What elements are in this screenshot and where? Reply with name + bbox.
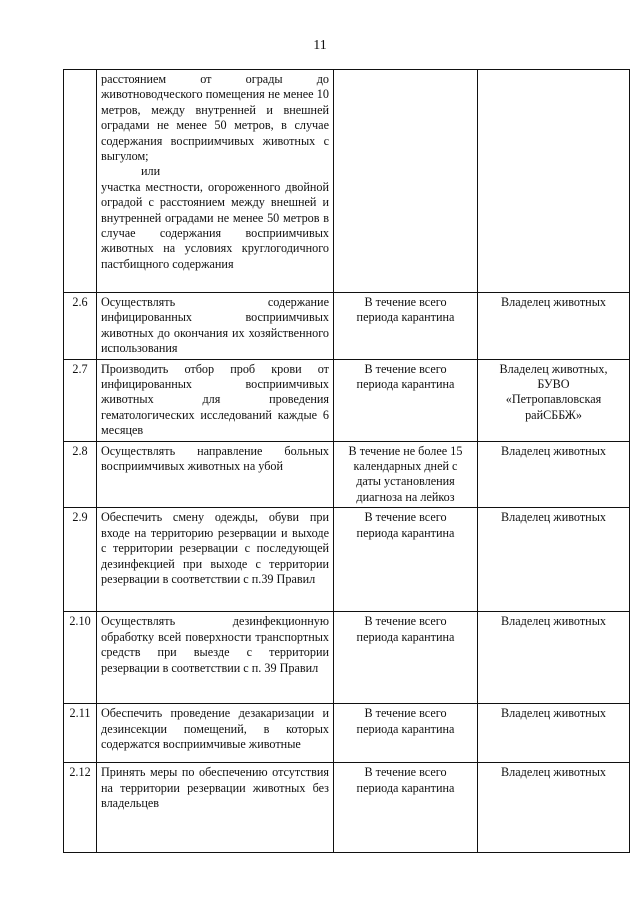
row-responsible bbox=[478, 293, 630, 360]
row-term bbox=[334, 612, 478, 704]
responsible-line: Владелец животных bbox=[501, 295, 606, 309]
term-line: В течение не более 15 bbox=[348, 443, 463, 458]
row-action: Осуществлять направление больных восприимчивых животных на убой bbox=[97, 441, 334, 508]
row-number: 2.10 bbox=[64, 612, 97, 704]
row-responsible bbox=[478, 704, 630, 763]
row-term bbox=[334, 359, 478, 441]
row-number: 2.8 bbox=[64, 441, 97, 508]
term-line: диагноза на лейкоз bbox=[356, 489, 455, 504]
term-line: периода карантина bbox=[356, 629, 455, 644]
term-line: В течение всего bbox=[364, 765, 447, 780]
term-line: периода карантина bbox=[356, 377, 455, 392]
term-line: периода карантина bbox=[356, 525, 455, 540]
row-action: Принять меры по обеспечению отсутствия на территории резервации животных без владельцев bbox=[97, 763, 334, 853]
term-cell bbox=[334, 70, 478, 293]
page-number: 11 bbox=[313, 38, 327, 53]
row-number: 2.6 bbox=[64, 293, 97, 360]
responsible-line: Владелец животных, bbox=[499, 361, 608, 376]
responsible-line: Владелец животных bbox=[501, 510, 606, 525]
term-line: В течение всего bbox=[364, 510, 447, 525]
row-number: 2.11 bbox=[64, 704, 97, 763]
row-term bbox=[334, 763, 478, 853]
table-row bbox=[64, 508, 630, 612]
table-row bbox=[64, 704, 630, 763]
term-line: даты установления bbox=[356, 474, 455, 489]
row-responsible bbox=[478, 359, 630, 441]
row-responsible bbox=[478, 612, 630, 704]
term-line: периода карантина bbox=[356, 780, 455, 795]
responsible-line: «Петропавловская bbox=[505, 392, 602, 407]
measures-table bbox=[63, 69, 630, 853]
row-term bbox=[334, 293, 478, 360]
term-line: В течение всего bbox=[364, 295, 447, 309]
row-responsible bbox=[478, 441, 630, 508]
continuation-text-part1: расстоянием от ограды до животноводческого помещения не менее 10 метров, между внутренней и внешней оградами не менее 50 метров, в случае содержания восприимчивых животных с выгулом; bbox=[101, 72, 329, 164]
row-action: Осуществлять дезинфекционную обработку всей поверхности транспортных средств при выезде с территории резервации в соответствии с п. 39 Правил bbox=[97, 612, 334, 704]
action-cell bbox=[97, 70, 334, 293]
continuation-or-word: или bbox=[141, 164, 161, 179]
row-responsible bbox=[478, 763, 630, 853]
responsible-line: Владелец животных bbox=[501, 765, 606, 780]
row-number: 2.7 bbox=[64, 359, 97, 441]
responsible-cell bbox=[478, 70, 630, 293]
table-row bbox=[64, 763, 630, 853]
table-row bbox=[64, 612, 630, 704]
continuation-text-part2: участка местности, огороженного двойной оградой с расстоянием между внешней и внутренней оградами не менее 50 метров в случае содержания восприимчивых животных на условиях круглогодичного пастбищного содержания bbox=[101, 179, 329, 271]
term-line: периода карантина bbox=[356, 310, 455, 325]
term-line: календарных дней с bbox=[353, 459, 458, 474]
row-action: Осуществлять содержание инфицированных восприимчивых животных до окончания их хозяйственного использования bbox=[97, 293, 334, 360]
row-number: 2.9 bbox=[64, 508, 97, 612]
table-row bbox=[64, 293, 630, 360]
responsible-line: Владелец животных bbox=[501, 706, 606, 721]
row-term bbox=[334, 704, 478, 763]
row-action: Обеспечить проведение дезакаризации и дезинсекции помещений, в которых содержатся восприимчивые животные bbox=[97, 704, 334, 763]
table-row-continuation bbox=[64, 70, 630, 293]
term-line: В течение всего bbox=[364, 361, 447, 376]
row-action: Обеспечить смену одежды, обуви при входе на территорию резервации и выходе с территории резервации с последующей дезинфекцией при выходе с территории резервации в соответствии с п.39 Правил bbox=[97, 508, 334, 612]
term-line: В течение всего bbox=[364, 614, 447, 629]
table-row bbox=[64, 359, 630, 441]
row-term bbox=[334, 441, 478, 508]
row-responsible bbox=[478, 508, 630, 612]
row-action: Производить отбор проб крови от инфицированных восприимчивых животных для проведения гематологических исследований каждые 6 месяцев bbox=[97, 359, 334, 441]
row-number-cell bbox=[64, 70, 97, 293]
term-line: В течение всего bbox=[364, 706, 447, 721]
row-term bbox=[334, 508, 478, 612]
row-number: 2.12 bbox=[64, 763, 97, 853]
responsible-line: Владелец животных bbox=[501, 614, 606, 629]
responsible-line: райСББЖ» bbox=[525, 407, 582, 422]
responsible-line: Владелец животных bbox=[501, 443, 606, 458]
table-row bbox=[64, 441, 630, 508]
term-line: периода карантина bbox=[356, 721, 455, 736]
responsible-line: БУВО bbox=[537, 377, 570, 392]
